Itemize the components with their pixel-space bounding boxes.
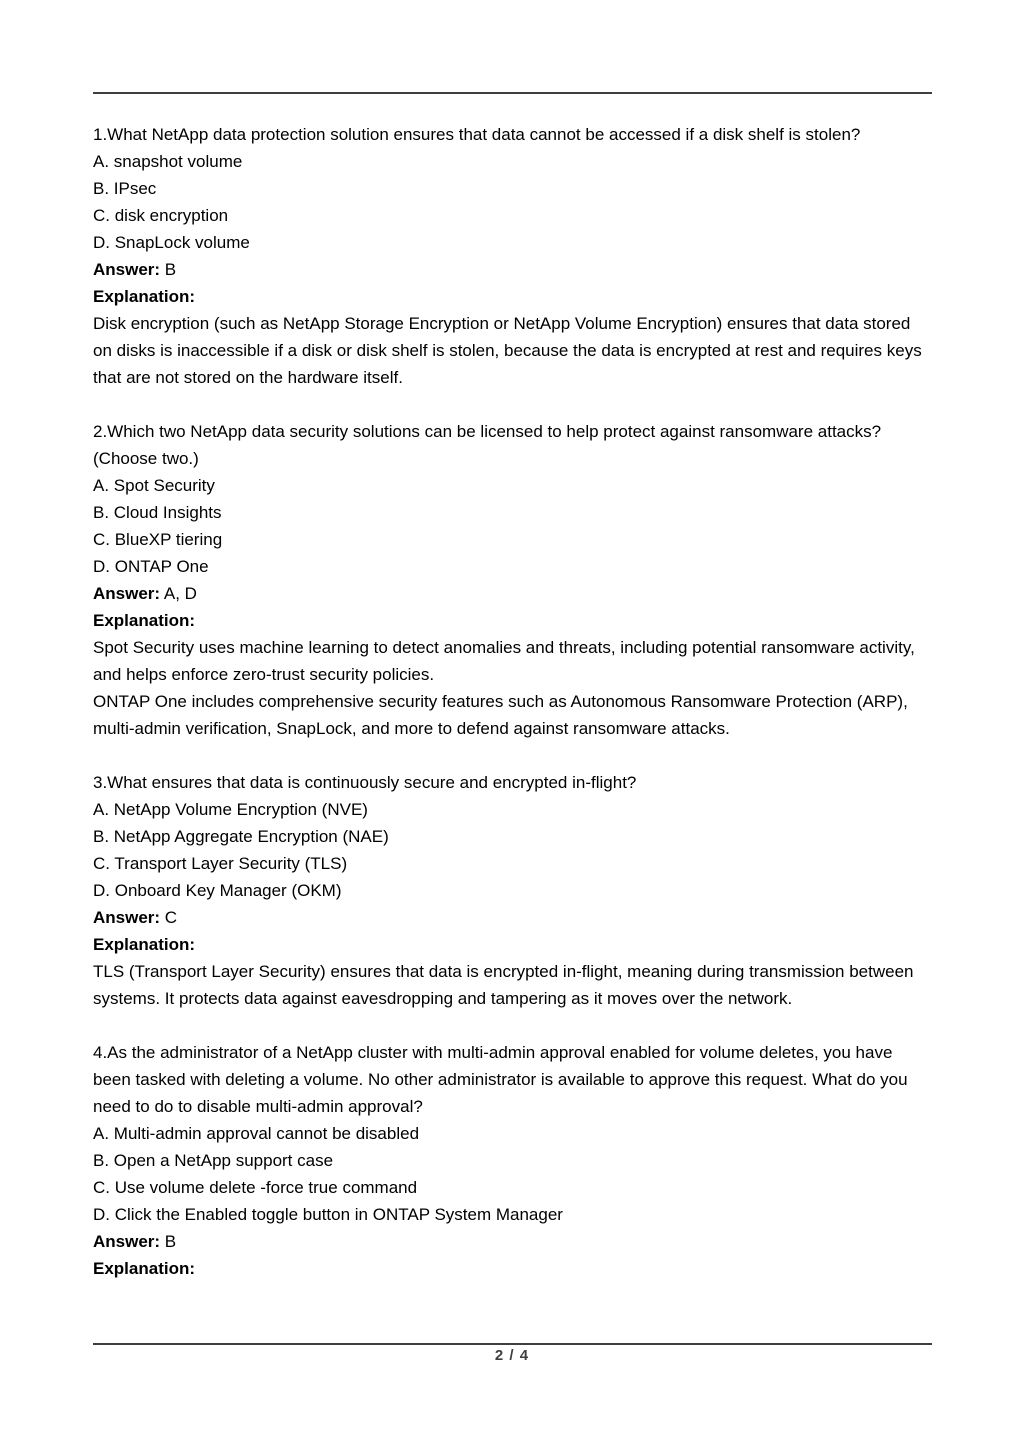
question-text: 1.What NetApp data protection solution ensures that data cannot be accessed if a disk shelf is stolen? xyxy=(93,125,861,144)
option: D. ONTAP One xyxy=(93,557,209,576)
answer-label: Answer: xyxy=(93,908,161,927)
question-block xyxy=(93,1039,932,1282)
answer-line xyxy=(93,256,932,283)
answer-value: B xyxy=(160,1232,177,1251)
answer-label: Answer: xyxy=(93,1232,161,1251)
question-text: 3.What ensures that data is continuously secure and encrypted in-flight? xyxy=(93,773,637,792)
question-text: 4.As the administrator of a NetApp cluster with multi-admin approval enabled for volume deletes, you have been tasked with deleting a volume. No other administrator is available to approve this request. What do you need to do to disable multi-admin approval? xyxy=(93,1043,908,1116)
option: C. Transport Layer Security (TLS) xyxy=(93,854,348,873)
option: B. IPsec xyxy=(93,179,157,198)
explanation xyxy=(93,634,932,742)
explanation-paragraph: ONTAP One includes comprehensive security features such as Autonomous Ransomware Protection (ARP), multi-admin verification, SnapLock, and more to defend against ransomware attacks. xyxy=(93,692,908,738)
option: B. NetApp Aggregate Encryption (NAE) xyxy=(93,827,389,846)
option: B. Cloud Insights xyxy=(93,503,222,522)
questions xyxy=(93,121,932,1282)
explanation-label: Explanation: xyxy=(93,1259,196,1278)
question-block xyxy=(93,769,932,1012)
explanation-paragraph: Spot Security uses machine learning to detect anomalies and threats, including potential ransomware activity, and helps enforce zero-trust security policies. xyxy=(93,638,915,684)
option: C. disk encryption xyxy=(93,206,229,225)
option: A. Spot Security xyxy=(93,476,215,495)
options-list xyxy=(93,1120,932,1228)
option: A. Multi-admin approval cannot be disabled xyxy=(93,1124,420,1143)
explanation-label: Explanation: xyxy=(93,611,196,630)
option: D. Click the Enabled toggle button in ONTAP System Manager xyxy=(93,1205,563,1224)
answer-line xyxy=(93,580,932,607)
header-rule xyxy=(93,92,932,94)
question-block xyxy=(93,121,932,391)
question-text: 2.Which two NetApp data security solutions can be licensed to help protect against ransomware attacks? (Choose two.) xyxy=(93,422,882,468)
option: D. SnapLock volume xyxy=(93,233,250,252)
footer-rule xyxy=(93,1343,932,1345)
answer-value: C xyxy=(160,908,178,927)
explanation-label: Explanation: xyxy=(93,287,196,306)
option: A. NetApp Volume Encryption (NVE) xyxy=(93,800,368,819)
options-list xyxy=(93,796,932,904)
explanation-label: Explanation: xyxy=(93,935,196,954)
option: A. snapshot volume xyxy=(93,152,243,171)
page-number: 2 / 4 xyxy=(494,1347,530,1364)
options-list xyxy=(93,148,932,256)
answer-value: B xyxy=(160,260,177,279)
answer-line xyxy=(93,904,932,931)
explanation xyxy=(93,310,932,391)
answer-label: Answer: xyxy=(93,260,161,279)
question-block xyxy=(93,418,932,742)
option: C. Use volume delete -force true command xyxy=(93,1178,418,1197)
option: C. BlueXP tiering xyxy=(93,530,223,549)
answer-label: Answer: xyxy=(93,584,161,603)
option: D. Onboard Key Manager (OKM) xyxy=(93,881,342,900)
explanation xyxy=(93,958,932,1012)
explanation-paragraph: TLS (Transport Layer Security) ensures that data is encrypted in-flight, meaning during transmission between systems. It protects data against eavesdropping and tampering as it moves over the network. xyxy=(93,962,914,1008)
explanation-paragraph: Disk encryption (such as NetApp Storage Encryption or NetApp Volume Encryption) ensures that data stored on disks is inaccessible if a disk or disk shelf is stolen, because the data is encrypted at rest and requires keys that are not stored on the hardware itself. xyxy=(93,314,922,387)
answer-value: A, D xyxy=(160,584,197,603)
options-list xyxy=(93,472,932,580)
answer-line xyxy=(93,1228,932,1255)
option: B. Open a NetApp support case xyxy=(93,1151,334,1170)
